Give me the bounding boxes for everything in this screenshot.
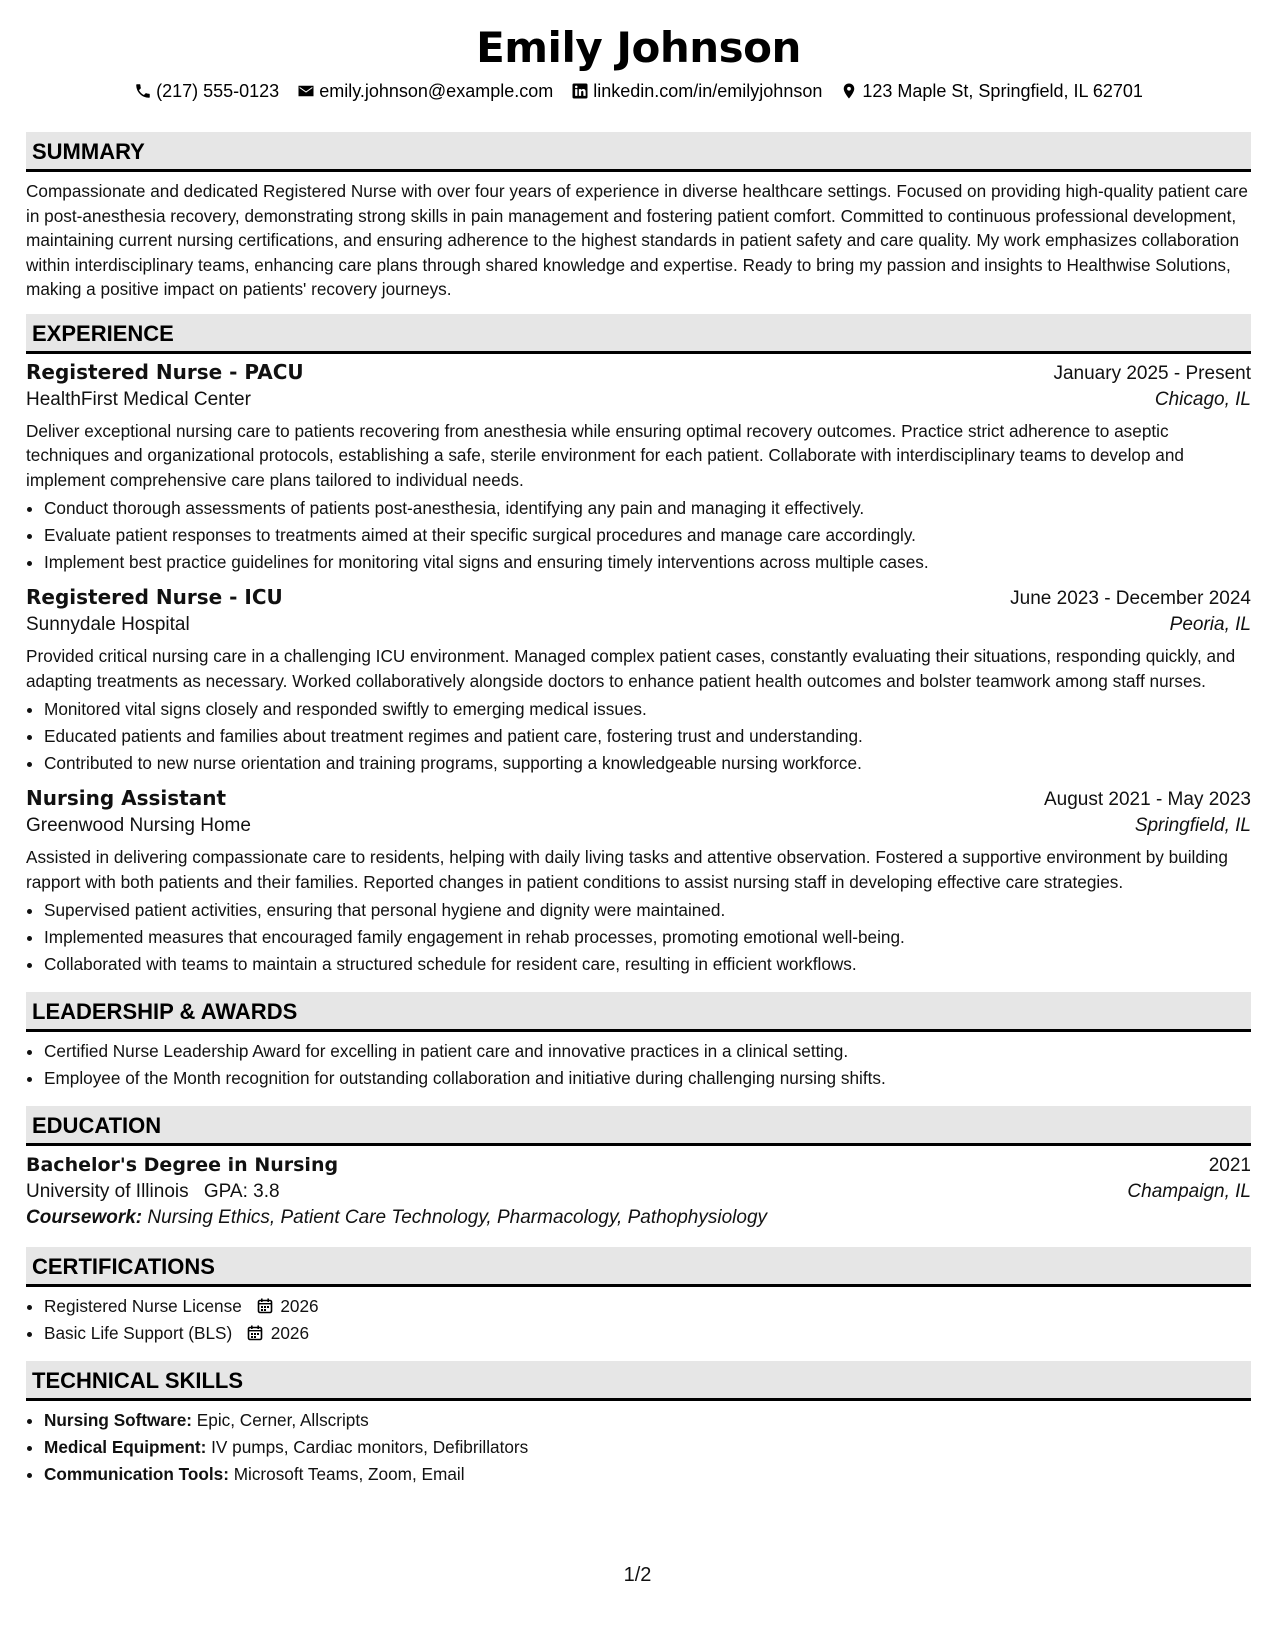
job-organization: HealthFirst Medical Center [26, 388, 251, 410]
job-bullets [26, 897, 1251, 978]
skills-list [26, 1407, 1251, 1488]
section-heading-summary: SUMMARY [26, 132, 1251, 172]
list-item: • Evaluate patient responses to treatments aimed at their specific surgical procedures and manage care accordingly. [44, 522, 1251, 549]
coursework-list: Nursing Ethics, Patient Care Technology, Pharmacology, Pathophysiology [147, 1207, 768, 1228]
job-location: Chicago, IL [1154, 388, 1251, 410]
list-item [44, 1461, 1251, 1488]
skill-label: Nursing Software: [44, 1410, 193, 1430]
certifications-list [26, 1293, 1251, 1347]
certification-name: Basic Life Support (BLS) [44, 1323, 233, 1343]
job-description: Assisted in delivering compassionate care to residents, helping with daily living tasks and attentive observation. Fostered a supportive environment by building rapport with both patients and their families. Reported changes in patient conditions to assist nursing staff in developing effective care strategies. [26, 847, 1228, 892]
calendar-icon [257, 1298, 273, 1314]
envelope-icon [297, 82, 315, 100]
resume-page [26, 0, 1251, 1488]
job-description: Provided critical nursing care in a challenging ICU environment. Managed complex patient cases, constantly evaluating their situations, responding quickly, and adapting treatments as necessary. Worked collaboratively alongside doctors to enhance patient health outcomes and bolster teamwork among staff nurses. [26, 646, 1236, 691]
list-item [44, 1407, 1251, 1434]
contact-bar [26, 78, 1251, 104]
list-item: • Collaborated with teams to maintain a structured schedule for resident care, resulting in efficient workflows. [44, 951, 1251, 978]
skill-value: Microsoft Teams, Zoom, Email [233, 1464, 465, 1484]
section-heading-experience: EXPERIENCE [26, 314, 1251, 354]
coursework [26, 1207, 1251, 1229]
contact-email[interactable]: emily.johnson@example.com [297, 81, 553, 102]
gpa: GPA: 3.8 [203, 1181, 280, 1202]
job-organization: Greenwood Nursing Home [26, 815, 251, 836]
summary-text: Compassionate and dedicated Registered Nurse with over four years of experience in diverse healthcare settings. Focused on providing high-quality patient care in post-anesthesia recovery, demonstrating strong skills in pain management and fostering patient comfort. Committed to continuous professional development, maintaining current nursing certifications, and ensuring adherence to the highest standards in patient safety and care quality. My work emphasizes collaboration within interdisciplinary teams, enhancing care plans through shared knowledge and expertise. Ready to bring my passion and insights to Healthwise Solutions, making a positive impact on patients' recovery journeys. [26, 181, 1248, 299]
phone-icon [134, 82, 152, 100]
job-entry [26, 585, 1251, 777]
list-item: • Contributed to new nurse orientation and training programs, supporting a knowledgeable nursing workforce. [44, 750, 1251, 777]
page-number: 1/2 [623, 1564, 652, 1586]
list-item [44, 1434, 1251, 1461]
job-location: Springfield, IL [1134, 815, 1251, 836]
list-item: • Employee of the Month recognition for outstanding collaboration and initiative during challenging nursing shifts. [44, 1065, 1251, 1092]
school-location: Champaign, IL [1127, 1181, 1251, 1202]
list-item: • Monitored vital signs closely and responded swiftly to emerging medical issues. [44, 696, 1251, 723]
map-pin-icon [840, 82, 858, 100]
list-item: • Educated patients and families about treatment regimes and patient care, fostering trust and understanding. [44, 723, 1251, 750]
list-item: • Implement best practice guidelines for monitoring vital signs and ensuring timely interventions across multiple cases. [44, 549, 1251, 576]
job-description: Deliver exceptional nursing care to patients recovering from anesthesia while ensuring optimal recovery outcomes. Practice strict adherence to aseptic techniques and organizational protocols, establishing a safe, sterile environment for each patient. Collaborate with interdisciplinary teams to develop and implement comprehensive care plans tailored to individual needs. [26, 420, 1184, 490]
job-dates: January 2025 - Present [1053, 362, 1251, 384]
certification-year: 2026 [280, 1296, 319, 1316]
list-item [44, 1293, 1251, 1320]
coursework-label: Coursework: [26, 1207, 143, 1228]
education-entry [26, 1154, 1251, 1229]
contact-phone: (217) 555-0123 [134, 81, 279, 102]
job-entry [26, 360, 1251, 577]
list-item: • Conduct thorough assessments of patients post-anesthesia, identifying any pain and managing it effectively. [44, 495, 1251, 522]
job-bullets [26, 495, 1251, 576]
skill-value: IV pumps, Cardiac monitors, Defibrillators [211, 1437, 529, 1457]
skill-label: Communication Tools: [44, 1464, 229, 1484]
list-item: • Supervised patient activities, ensuring that personal hygiene and dignity were maintained. [44, 897, 1251, 924]
skill-label: Medical Equipment: [44, 1437, 207, 1457]
job-title: Registered Nurse - ICU [26, 585, 283, 609]
section-heading-education: EDUCATION [26, 1106, 1251, 1146]
certification-name: Registered Nurse License [44, 1296, 242, 1316]
section-heading-skills: TECHNICAL SKILLS [26, 1361, 1251, 1401]
job-location: Peoria, IL [1169, 614, 1251, 635]
graduation-year: 2021 [1208, 1155, 1251, 1176]
job-organization: Sunnydale Hospital [26, 614, 190, 635]
job-dates: August 2021 - May 2023 [1043, 789, 1251, 810]
section-heading-awards: LEADERSHIP & AWARDS [26, 992, 1251, 1032]
degree-title: Bachelor's Degree in Nursing [26, 1154, 339, 1176]
job-dates: June 2023 - December 2024 [1010, 588, 1251, 609]
section-heading-certifications: CERTIFICATIONS [26, 1247, 1251, 1287]
linkedin-icon [571, 82, 589, 100]
awards-list [26, 1038, 1251, 1092]
certification-year: 2026 [270, 1323, 310, 1343]
job-entry [26, 786, 1251, 978]
calendar-icon [247, 1325, 263, 1341]
job-title: Registered Nurse - PACU [26, 359, 304, 384]
list-item: • Implemented measures that encouraged family engagement in rehab processes, promoting emotional well-being. [44, 924, 1251, 951]
list-item [44, 1320, 1251, 1347]
school-name: University of Illinois [26, 1181, 189, 1202]
job-title: Nursing Assistant [26, 786, 227, 810]
list-item: • Certified Nurse Leadership Award for excelling in patient care and innovative practices in a clinical setting. [44, 1038, 1251, 1065]
skill-value: Epic, Cerner, Allscripts [196, 1410, 369, 1430]
contact-linkedin[interactable]: linkedin.com/in/emilyjohnson [571, 81, 822, 102]
candidate-name: Emily Johnson [476, 23, 801, 72]
contact-address: 123 Maple St, Springfield, IL 62701 [840, 81, 1143, 102]
job-bullets [26, 696, 1251, 777]
